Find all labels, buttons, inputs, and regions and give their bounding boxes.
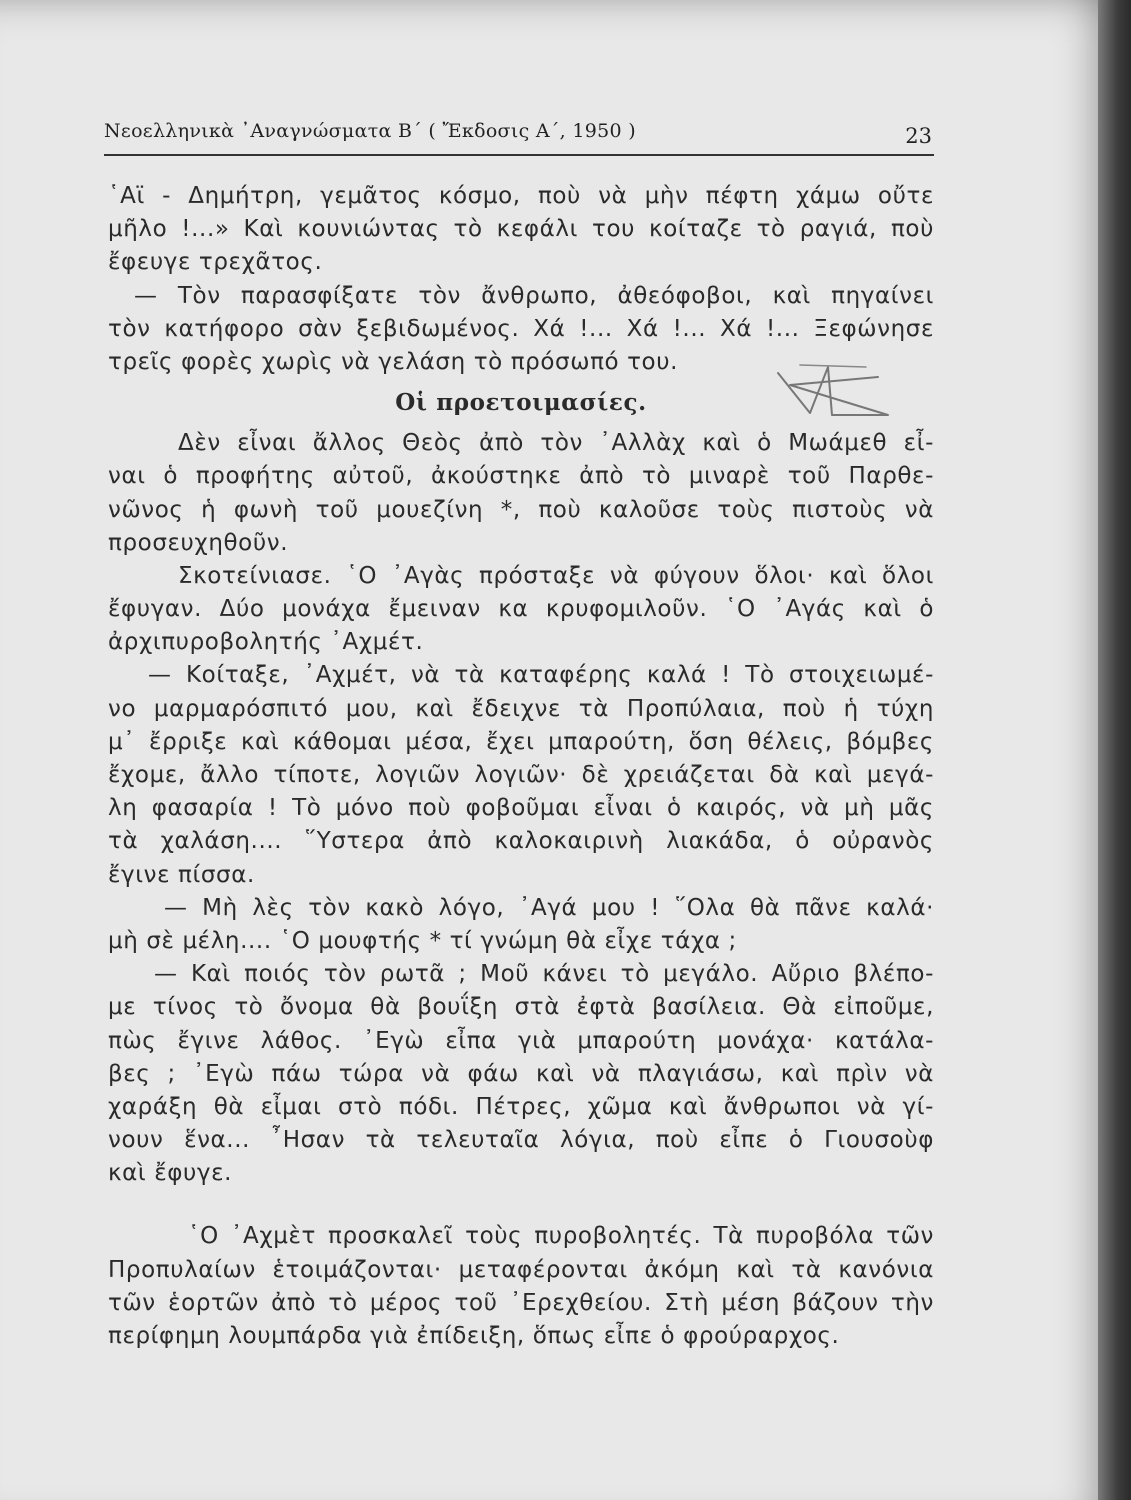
text-line: λη φασαρία ! Τὸ μόνο ποὺ φοβοῦμαι εἶναι ὁ καιρός, νὰ μὴ μᾶς	[108, 795, 934, 822]
text-line: — Καὶ ποιός τὸν ρωτᾶ ; Μοῦ κάνει τὸ μεγάλο. Αὔριο βλέπο-	[154, 961, 934, 988]
body-text	[108, 180, 934, 1353]
text-line: τὸν κατήφορο σὰν ξεβιδωμένος. Χά !... Χά !... Χά !... Ξεφώνησε	[108, 315, 934, 342]
text-line: ἔγινε πίσσα.	[108, 861, 255, 888]
text-line: ναι ὁ προφήτης αὐτοῦ, ἀκούστηκε ἀπὸ τὸ μιναρὲ τοῦ Παρθε-	[108, 463, 934, 490]
text-line: Σκοτείνιασε. ῾Ο ᾿Αγὰς πρόσταξε νὰ φύγουν ὅλοι· καὶ ὅλοι	[178, 562, 934, 589]
text-line: — Κοίταξε, ᾿Αχμέτ, νὰ τὰ καταφέρης καλά ! Τὸ στοιχειωμέ-	[148, 662, 934, 689]
running-title: Νεοελληνικὰ ᾿Αναγνώσματα Β΄ ( Ἔκδοσις Α΄, 1950 )	[104, 120, 636, 142]
page-number: 23	[905, 124, 932, 148]
section-heading: Οἱ προετοιμασίες.	[395, 389, 647, 417]
text-line: βες ; ᾿Εγὼ πάω τώρα νὰ φάω καὶ νὰ πλαγιάσω, καὶ πρὶν νὰ	[108, 1060, 934, 1087]
text-line: ἀρχιπυροβολητής ᾿Αχμέτ.	[108, 629, 424, 656]
text-line: μὴ σὲ μέλη.... ῾Ο μουφτής * τί γνώμη θὰ εἶχε τάχα ;	[108, 927, 737, 954]
text-line: τῶν ἑορτῶν ἀπὸ τὸ μέρος τοῦ ᾿Ερεχθείου. Στὴ μέση βάζουν τὴν	[108, 1289, 934, 1316]
text-line: μ᾿ ἔρριξε καὶ κάθομαι μέσα, ἔχει μπαρούτη, ὅση θέλεις, βόμβες	[108, 728, 934, 755]
text-line: ῾Ο ᾿Αχμὲτ προσκαλεῖ τοὺς πυροβολητές. Τὰ πυροβόλα τῶν	[188, 1223, 934, 1250]
text-line: νῶνος ἡ φωνὴ τοῦ μουεζίνη *, ποὺ καλοῦσε τοὺς πιστοὺς νὰ	[108, 496, 934, 523]
text-line: με τίνος τὸ ὄνομα θὰ βουΐξη στὰ ἐφτὰ βασίλεια. Θὰ εἰποῦμε,	[108, 994, 934, 1021]
text-line: ῾Αϊ - Δημήτρη, γεμᾶτος κόσμο, ποὺ νὰ μὴν πέφτη χάμω οὔτε	[108, 183, 934, 209]
book-edge	[1098, 0, 1131, 1500]
text-line: νουν ἕνα... ῏Ησαν τὰ τελευταῖα λόγια, ποὺ εἶπε ὁ Γιουσοὺφ	[108, 1127, 934, 1154]
paragraph-gap	[108, 1190, 934, 1220]
text-line: — Τὸν παρασφίξατε τὸν ἄνθρωπο, ἀθεόφοβοι, καὶ πηγαίνει	[134, 282, 934, 309]
text-line: τρεῖς φορὲς χωρὶς νὰ γελάση τὸ πρόσωπό του.	[108, 348, 679, 375]
text-line: χαράξη θὰ εἶμαι στὸ πόδι. Πέτρες, χῶμα καὶ ἄνθρωποι νὰ γί-	[108, 1093, 934, 1120]
page-header	[104, 116, 934, 156]
text-line: νο μαρμαρόσπιτό μου, καὶ ἔδειχνε τὰ Προπύλαια, ποὺ ἡ τύχη	[108, 695, 934, 722]
text-line: καὶ ἔφυγε.	[108, 1160, 233, 1187]
text-line: προσευχηθοῦν.	[108, 529, 289, 556]
text-line: ἔφυγαν. Δύο μονάχα ἔμειναν κα κρυφομιλοῦν. ῾Ο ᾿Αγάς καὶ ὁ	[108, 596, 934, 623]
text-line: ἔφευγε τρεχᾶτος.	[108, 249, 323, 276]
text-line: Προπυλαίων ἑτοιμάζονται· μεταφέρονται ἀκόμη καὶ τὰ κανόνια	[108, 1256, 934, 1283]
text-line: ἔχομε, ἄλλο τίποτε, λογιῶν λογιῶν· δὲ χρειάζεται δὰ καὶ μεγά-	[108, 762, 934, 788]
text-line: τὰ χαλάση.... ῞Υστερα ἀπὸ καλοκαιρινὴ λιακάδα, ὁ οὐρανὸς	[108, 828, 934, 855]
text-line: περίφημη λουμπάρδα γιὰ ἐπίδειξη, ὅπως εἶπε ὁ φρούραρχος.	[108, 1323, 840, 1349]
text-line: — Μὴ λὲς τὸν κακὸ λόγο, ᾿Αγά μου ! ῞Ολα θὰ πᾶνε καλά·	[164, 894, 934, 921]
text-line: πὼς ἔγινε λάθος. ᾿Εγὼ εἶπα γιὰ μπαρούτη μονάχα· κατάλα-	[108, 1027, 934, 1054]
text-line: Δὲν εἶναι ἄλλος Θεὸς ἀπὸ τὸν ᾿Αλλὰχ καὶ ὁ Μωάμεθ εἶ-	[178, 430, 934, 457]
text-line: μῆλο !...» Καὶ κουνιώντας τὸ κεφάλι του κοίταζε τὸ ραγιά, ποὺ	[108, 216, 934, 243]
